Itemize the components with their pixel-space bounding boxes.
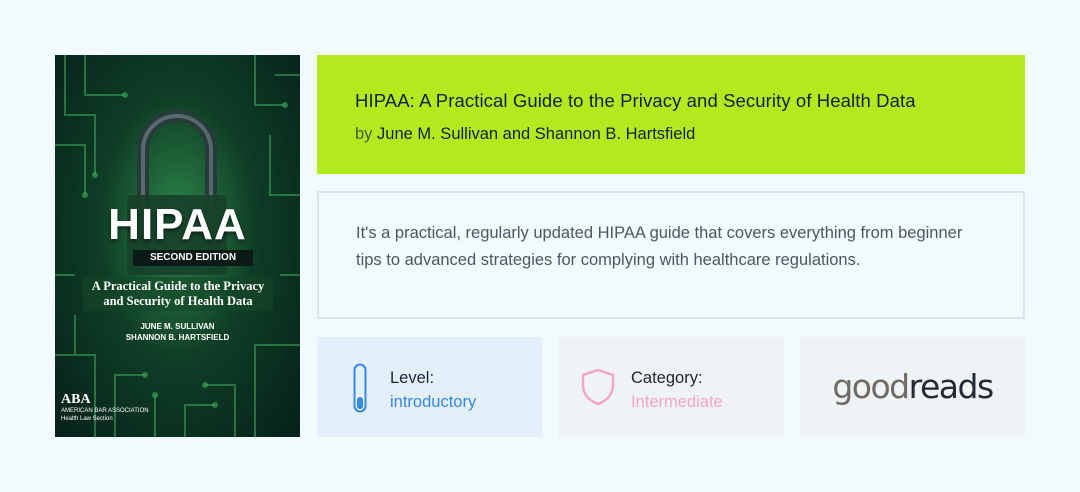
book-title: HIPAA: A Practical Guide to the Privacy and Security of Health Data [355, 90, 916, 111]
book-description: It's a practical, regularly updated HIPAA guide that covers everything from beginner tips to advanced strategies for complying with healthcare regulations. [317, 191, 1025, 319]
cover-heading: HIPAA [108, 200, 247, 249]
publisher-name: AMERICAN BAR ASSOCIATION [61, 408, 149, 414]
goodreads-logo-reads: reads [908, 367, 993, 406]
level-card [317, 337, 542, 437]
shield-icon [581, 368, 615, 406]
publisher-section: Health Law Section [61, 416, 113, 422]
by-label: by [355, 125, 373, 143]
cover-subtitle [83, 277, 273, 311]
category-value: Intermediate [631, 393, 723, 411]
publisher-logo [61, 393, 149, 423]
category-label: Category: [631, 369, 703, 387]
cover-authors [55, 321, 300, 343]
goodreads-logo-good: good [832, 367, 909, 406]
cover-subtitle-line2: and Security of Health Data [103, 294, 253, 308]
cover-author-2: SHANNON B. HARTSFIELD [125, 333, 230, 342]
goodreads-card[interactable] [800, 337, 1025, 437]
publisher-mark: ABA [61, 392, 91, 407]
cover-author-1: JUNE M. SULLIVAN [140, 322, 215, 331]
book-title-panel [317, 55, 1025, 174]
book-cover [55, 55, 300, 437]
book-authors: June M. Sullivan and Shannon B. Hartsfield [377, 125, 696, 143]
cover-edition: SECOND EDITION [133, 250, 253, 266]
category-card [558, 337, 784, 437]
level-value: introductory [390, 393, 477, 411]
level-label: Level: [390, 369, 435, 387]
cover-subtitle-line1: A Practical Guide to the Privacy [91, 279, 265, 293]
goodreads-logo[interactable] [800, 367, 1025, 406]
book-byline [355, 125, 987, 144]
thermometer-icon [353, 363, 367, 413]
